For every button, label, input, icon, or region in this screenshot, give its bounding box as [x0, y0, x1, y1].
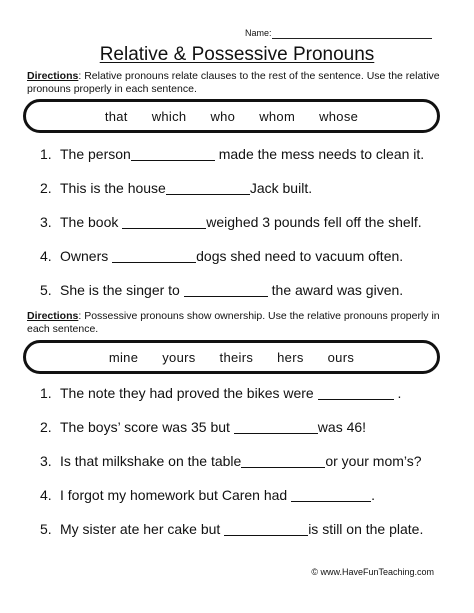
name-field-line[interactable]: [272, 38, 432, 39]
answer-blank[interactable]: [234, 419, 318, 434]
answer-blank[interactable]: [318, 385, 394, 400]
directions-label: Directions: [27, 310, 79, 322]
question-1-5: 5. She is the singer to the award was given.: [40, 282, 404, 298]
word-bank-possessive: [23, 340, 440, 374]
answer-blank[interactable]: [112, 248, 196, 263]
word-bank-item: hers: [277, 349, 304, 365]
question-1-3: 3. The book weighed 3 pounds fell off the shelf.: [40, 214, 422, 230]
answer-blank[interactable]: [131, 146, 215, 161]
word-bank-item: mine: [108, 349, 139, 365]
answer-blank[interactable]: [224, 521, 308, 536]
answer-blank[interactable]: [122, 214, 206, 229]
question-1-4: 4. Owners dogs shed need to vacuum often.: [40, 248, 404, 264]
answer-blank[interactable]: [291, 487, 371, 502]
question-2-3: 3. Is that milkshake on the table or your mom’s?: [40, 453, 422, 469]
word-bank-item: yours: [162, 349, 196, 365]
word-bank-item: which: [151, 108, 187, 124]
directions-possessive: [27, 310, 447, 336]
worksheet-title: Relative & Possessive Pronouns: [99, 44, 375, 65]
word-bank-item: whom: [259, 108, 296, 124]
directions-relative: [27, 70, 447, 96]
word-bank-relative: [23, 99, 440, 133]
question-2-5: 5. My sister ate her cake but is still on the plate.: [40, 521, 424, 537]
word-bank-item: whose: [319, 108, 359, 124]
word-bank-item: theirs: [219, 349, 254, 365]
directions-label: Directions: [27, 70, 79, 82]
word-bank-item: who: [210, 108, 236, 124]
question-1-2: 2. This is the house Jack built.: [40, 180, 313, 196]
word-bank-item: ours: [327, 349, 355, 365]
word-bank-item: that: [104, 108, 128, 124]
answer-blank[interactable]: [166, 180, 250, 195]
answer-blank[interactable]: [241, 453, 325, 468]
question-2-4: 4. I forgot my homework but Caren had .: [40, 487, 375, 503]
answer-blank[interactable]: [184, 282, 268, 297]
name-label: Name:: [245, 28, 272, 38]
question-1-1: 1. The person made the mess needs to clean it.: [40, 146, 425, 162]
question-2-1: 1. The note they had proved the bikes were .: [40, 385, 402, 401]
copyright-footer: © www.HaveFunTeaching.com: [311, 567, 434, 577]
question-2-2: 2. The boys’ score was 35 but was 46!: [40, 419, 367, 435]
directions-text: : Possessive pronouns show ownership. Use the relative pronouns properly in each sentence.: [27, 310, 440, 335]
directions-text: : Relative pronouns relate clauses to the rest of the sentence. Use the relative pronouns properly in each sentence.: [27, 70, 440, 95]
